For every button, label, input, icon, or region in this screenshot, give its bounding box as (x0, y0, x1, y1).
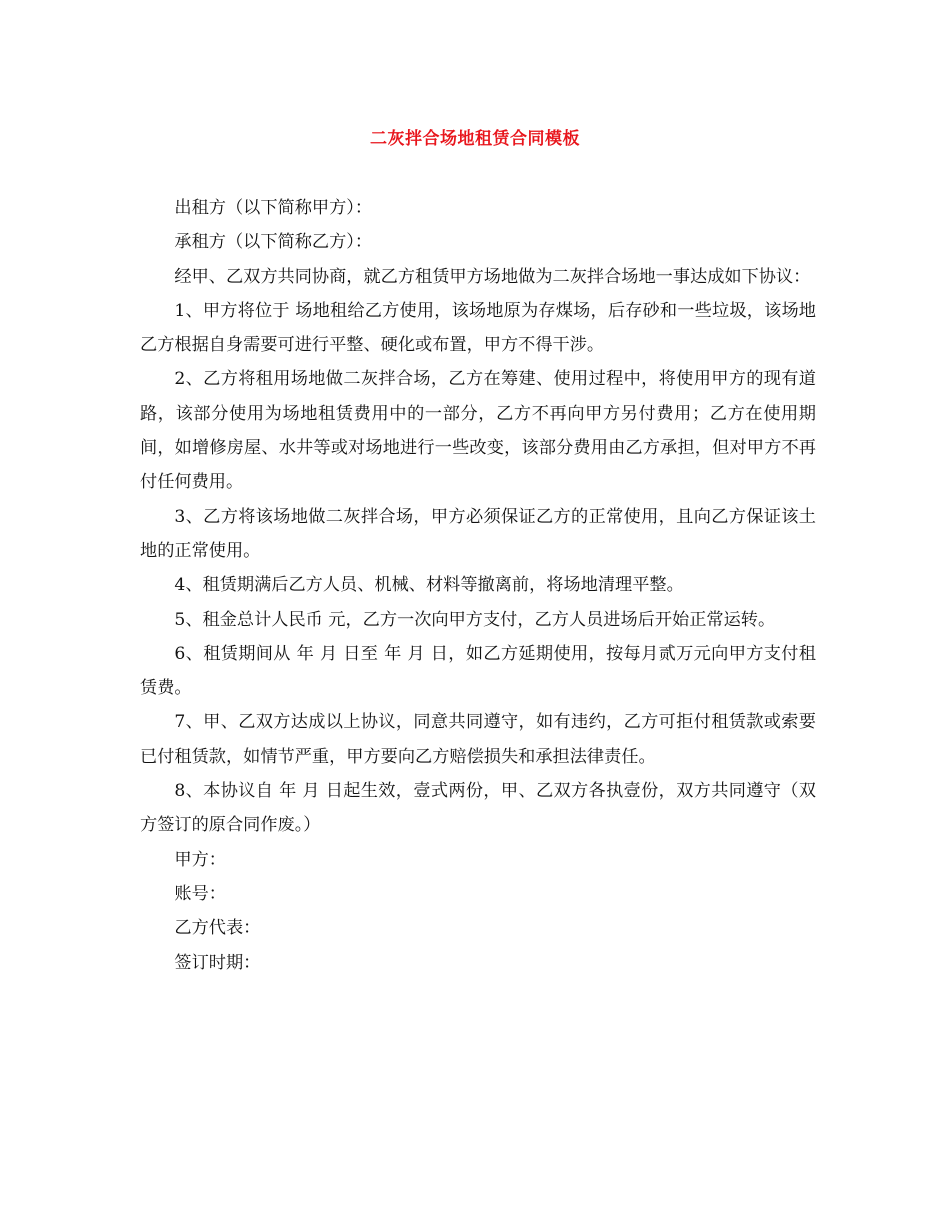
clause-6: 6、租赁期间从 年 月 日至 年 月 日，如乙方延期使用，按每月贰万元向甲方支付租赁费。 (140, 643, 816, 699)
signature-party-b-rep: 乙方代表： (174, 918, 261, 939)
clause-2: 2、乙方将租用场地做二灰拌合场，乙方在筹建、使用过程中，将使用甲方的现有道路，该部分使用为场地租赁费用中的一部分，乙方不再向甲方另付费用；乙方在使用期间，如增修房屋、水井等或对场地进行一些改变，该部分费用由乙方承担，但对甲方不再付任何费用。 (140, 369, 816, 493)
clause-8: 8、本协议自 年 月 日起生效，壹式两份，甲、乙双方各执壹份，双方共同遵守（双方签订的原合同作废。） (140, 781, 816, 836)
clause-4: 4、租赁期满后乙方人员、机械、材料等撤离前，将场地清理平整。 (174, 575, 684, 596)
signature-date: 签订时期： (174, 952, 261, 973)
clause-7: 7、甲、乙双方达成以上协议，同意共同遵守，如有违约，乙方可拒付租赁款或索要已付租赁款，如情节严重，甲方要向乙方赔偿损失和承担法律责任。 (140, 712, 816, 767)
lessor-line: 出租方（以下简称甲方）： (174, 198, 373, 218)
clause-1: 1、甲方将位于 场地租给乙方使用，该场地原为存煤场，后存砂和一些垃圾，该场地乙方根据自身需要可进行平整、硬化或布置，甲方不得干涉。 (140, 300, 816, 356)
document-title: 二灰拌合场地租赁合同模板 (370, 129, 580, 149)
signature-party-a: 甲方： (174, 849, 226, 870)
contract-body (140, 191, 816, 980)
lessee-line: 承租方（以下简称乙方）： (174, 232, 373, 253)
signature-account: 账号： (174, 883, 226, 904)
clause-5: 5、租金总计人民币 元，乙方一次向甲方支付，乙方人员进场后开始正常运转。 (174, 609, 776, 630)
preamble-paragraph: 经甲、乙双方共同协商，就乙方租赁甲方场地做为二灰拌合场地一事达成如下协议： (174, 266, 811, 287)
clause-3: 3、乙方将该场地做二灰拌合场，甲方必须保证乙方的正常使用，且向乙方保证该土地的正常使用。 (140, 506, 816, 561)
